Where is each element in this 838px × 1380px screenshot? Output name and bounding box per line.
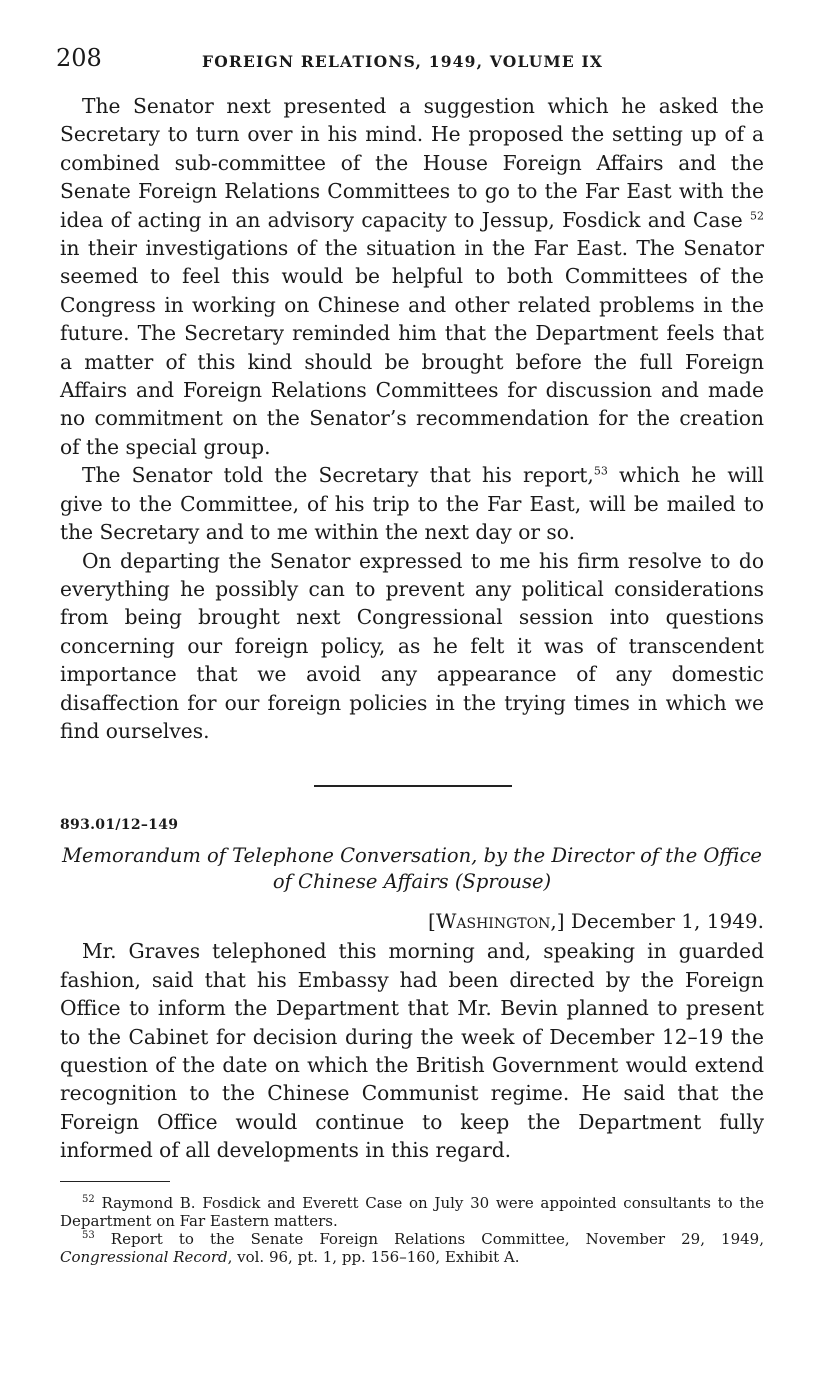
paragraph-text: which he will give to the Committee, of his trip to the Far East, will be mailed to the Secretary and to me within the next day or so.	[60, 463, 764, 545]
dateline-bracket: [	[428, 909, 436, 934]
footnote-source-title: Congressional Record	[60, 1247, 228, 1266]
page-header	[56, 44, 764, 78]
document-title	[60, 843, 764, 895]
document-page	[56, 44, 765, 1266]
document-title-line2	[60, 869, 764, 895]
footnote-ref-52[interactable]: 52	[750, 208, 765, 222]
footnote-text: Report to the Senate Foreign Relations Committee, November 29, 1949,	[110, 1229, 764, 1248]
title-text: of Chinese Affairs (	[272, 870, 463, 894]
footnote-marker: 53	[82, 1229, 95, 1241]
dateline	[60, 909, 764, 933]
footnote-rule	[60, 1181, 170, 1182]
file-number: 893.01/12–149	[60, 817, 179, 834]
document-title-line1: Memorandum of Telephone Conversation, by the Director of the Office	[62, 844, 762, 868]
footnote-52	[60, 1194, 764, 1230]
footnotes	[60, 1194, 764, 1266]
paragraph-senator-departing	[60, 547, 764, 746]
section-divider	[314, 785, 512, 787]
page-number: 208	[56, 44, 102, 72]
title-text: )	[543, 870, 552, 894]
dateline-place: Washington	[435, 909, 551, 934]
paragraph-senator-suggestion	[60, 92, 764, 461]
author-name: Sprouse	[462, 870, 544, 894]
dateline-date: December 1, 1949.	[570, 909, 764, 934]
paragraph-text: The Senator told the Secretary that his report,	[82, 463, 594, 488]
paragraph-senator-report	[60, 461, 764, 546]
paragraph-text: On departing the Senator expressed to me his firm resolve to do everything he possibly can to prevent any political considerations from being brought next Congressional session into questions concerning our foreign policy, as he felt it was of transcendent importance that we avoid any appearance of any domestic disaffection for our foreign policies in the trying times in which we find ourselves.	[60, 548, 764, 743]
paragraph-text: in their investigations of the situation in the Far East. The Senator seemed to feel this would be helpful to both Committees of the Congress in working on Chinese and other related problems in the future. The Secretary reminded him that the Department feels that a matter of this kind should be brought before the full Foreign Affairs and Foreign Relations Committees for discussion and made no commitment on the Senator’s recommendation for the creation of the special group.	[60, 236, 764, 459]
footnote-53	[60, 1230, 764, 1266]
footnote-marker: 52	[82, 1193, 95, 1205]
memorandum-body: Mr. Graves telephoned this morning and, speaking in guarded fashion, said that his Embassy had been directed by the Foreign Office to inform the Department that Mr. Bevin planned to present to the Cabinet for decision during the week of December 12–19 the question of the date on which the British Government would extend recognition to the Chinese Communist regime. He said that the Foreign Office would continue to keep the Department fully informed of all developments in this regard.	[60, 939, 764, 1163]
paragraph-text: The Senator next presented a suggestion which he asked the Secretary to turn over in his mind. He proposed the setting up of a combined sub-committee of the House Foreign Affairs and the Senate Foreign Relations Committees to go to the Far East with the idea of acting in an advisory capacity to Jessup, Fosdick and Case	[60, 94, 764, 232]
footnote-ref-53[interactable]: 53	[593, 464, 608, 478]
running-head: FOREIGN RELATIONS, 1949, VOLUME IX	[202, 52, 604, 71]
footnote-text: , vol. 96, pt. 1, pp. 156–160, Exhibit A.	[227, 1247, 520, 1266]
footnote-text: Raymond B. Fosdick and Everett Case on July 30 were appointed consultants to the Department on Far Eastern matters.	[60, 1193, 764, 1230]
dateline-bracket: ,]	[550, 909, 565, 934]
